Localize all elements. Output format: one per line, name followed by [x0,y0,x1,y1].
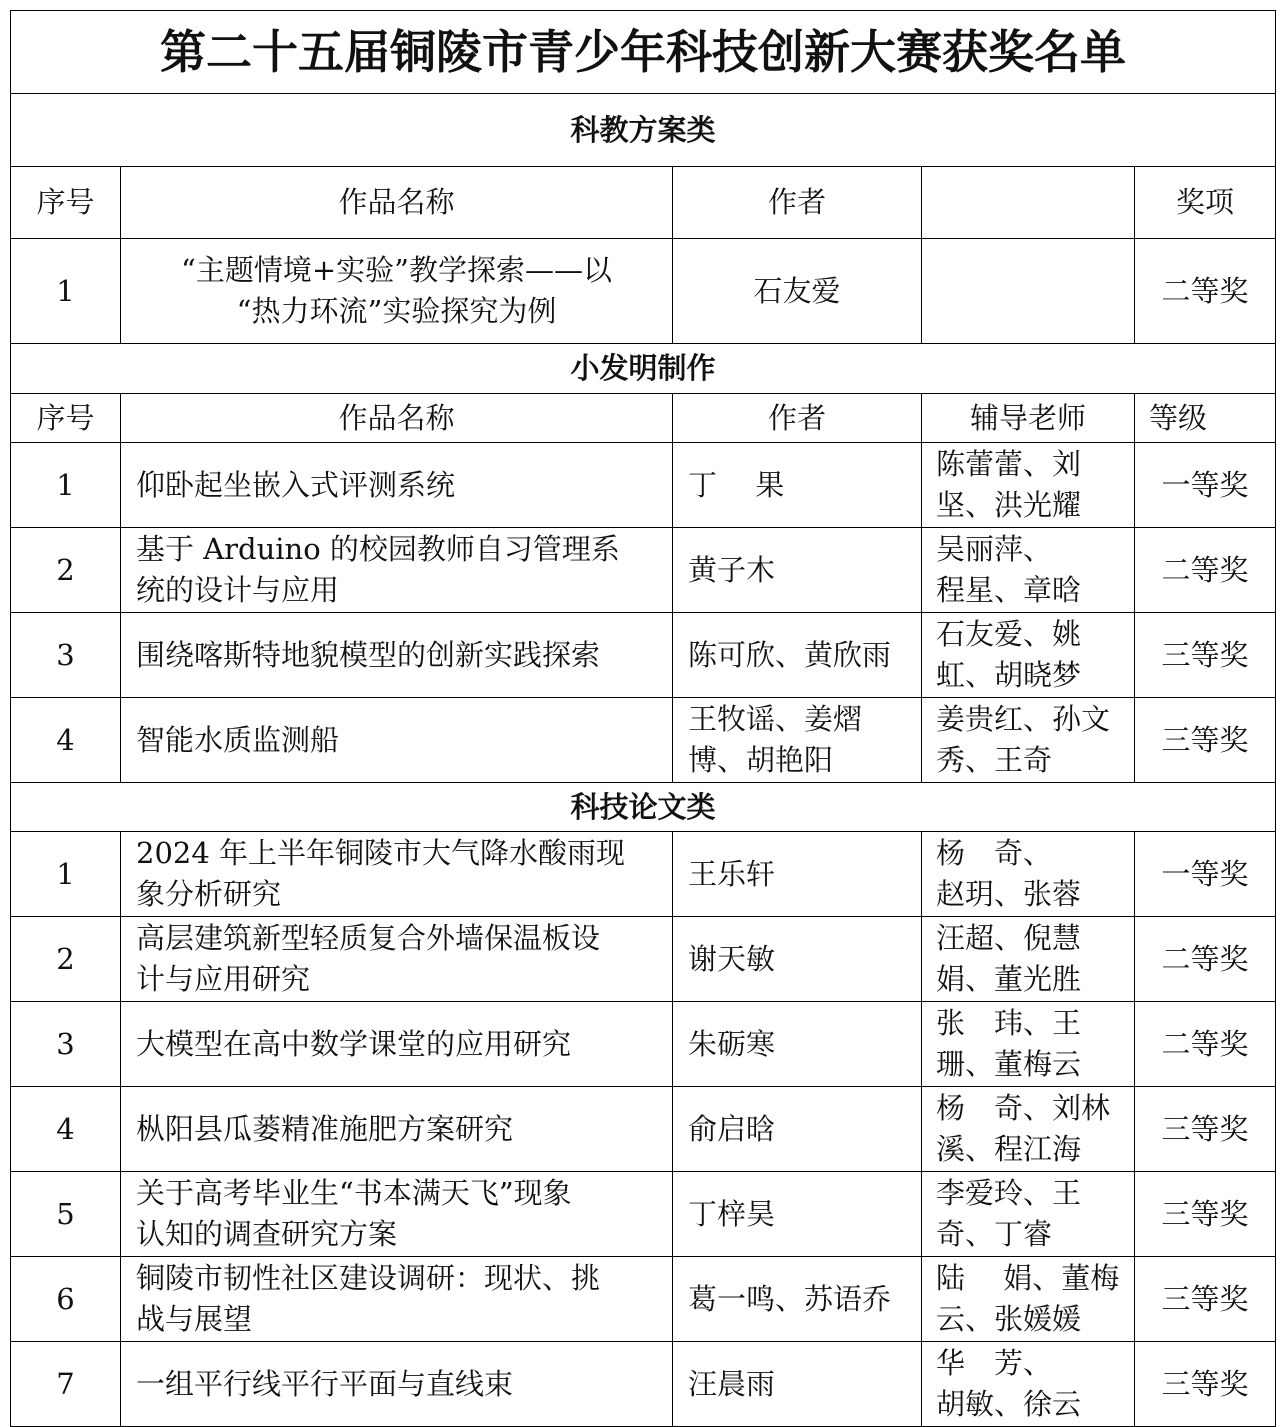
row-teacher-line: 杨 奇、刘林 [936,1091,1111,1125]
row-teacher [922,1172,1135,1257]
row-teacher-line: 奇、丁睿 [936,1217,1053,1251]
row-award: 二等奖 [1135,528,1276,613]
row-teacher-line: 李爱玲、王 [936,1176,1082,1210]
row-no: 2 [11,917,121,1002]
row-teacher-line: 陆 娟、董梅 [936,1261,1120,1295]
header-work: 作品名称 [121,167,673,239]
row-work-line: 2024 年上半年铜陵市大气降水酸雨现 [136,836,626,870]
row-no: 6 [11,1257,121,1342]
row-work-line: 围绕喀斯特地貌模型的创新实践探索 [136,637,601,672]
row-work [121,1172,673,1257]
row-author-line: 葛一鸣、苏语乔 [688,1281,892,1316]
row-author-line: 丁 果 [688,467,785,502]
table-row [11,1342,1276,1427]
row-author [673,613,922,698]
row-teacher [922,528,1135,613]
row-no: 4 [11,1087,121,1172]
row-work-line: 铜陵市韧性社区建设调研：现状、挑 [136,1261,601,1295]
section-title: 科教方案类 [11,94,1276,167]
row-teacher [922,613,1135,698]
row-teacher-line: 娟、董光胜 [936,962,1082,996]
row-work-line: 认知的调查研究方案 [136,1217,398,1251]
table-row [11,698,1276,783]
row-teacher [922,832,1135,917]
row-work [121,1002,673,1087]
row-author [673,1342,922,1427]
row-work-line: “主题情境+实验”教学探索——以 [181,253,612,287]
row-award: 二等奖 [1135,917,1276,1002]
row-award: 三等奖 [1135,1257,1276,1342]
row-award: 三等奖 [1135,1087,1276,1172]
row-award: 三等奖 [1135,1342,1276,1427]
row-work-line: 计与应用研究 [136,962,311,996]
row-work-line: 高层建筑新型轻质复合外墙保温板设 [136,921,601,955]
row-author-line: 俞启晗 [688,1111,776,1146]
row-author-line: 丁梓昊 [688,1196,776,1231]
table-row [11,1002,1276,1087]
row-no: 4 [11,698,121,783]
row-teacher-line: 溪、程江海 [936,1132,1082,1166]
row-author [673,1087,922,1172]
row-teacher-line: 姜贵红、孙文 [936,702,1111,736]
page-title: 第二十五届铜陵市青少年科技创新大赛获奖名单 [11,11,1276,94]
row-teacher [922,443,1135,528]
header-teacher: 辅导老师 [922,394,1135,443]
row-teacher [922,698,1135,783]
row-teacher [922,917,1135,1002]
header-teacher [922,167,1135,239]
row-teacher-line: 张 玮、王 [936,1006,1082,1040]
row-work [121,239,673,344]
row-work [121,443,673,528]
row-author [673,239,922,344]
row-work [121,1342,673,1427]
row-work [121,528,673,613]
row-author [673,1002,922,1087]
row-no: 5 [11,1172,121,1257]
row-teacher-line: 赵玥、张蓉 [936,877,1082,911]
row-teacher-line: 吴丽萍、 [936,532,1053,566]
row-teacher-line: 珊、董梅云 [936,1047,1082,1081]
section-title: 小发明制作 [11,344,1276,394]
row-no: 1 [11,832,121,917]
row-work [121,1087,673,1172]
table-row [11,528,1276,613]
row-author-line: 汪晨雨 [688,1366,776,1401]
row-work-line: 基于 Arduino 的校园教师自习管理系 [136,532,620,566]
row-award: 一等奖 [1135,832,1276,917]
row-teacher [922,1002,1135,1087]
row-award: 三等奖 [1135,698,1276,783]
row-work-line: 象分析研究 [136,877,282,911]
row-author-line: 谢天敏 [688,941,776,976]
row-author [673,1257,922,1342]
row-teacher [922,1087,1135,1172]
row-award: 二等奖 [1135,1002,1276,1087]
row-author-line: 王乐轩 [688,856,776,891]
row-no: 2 [11,528,121,613]
row-work-line: 一组平行线平行平面与直线束 [136,1366,514,1401]
header-author: 作者 [673,167,922,239]
row-work [121,917,673,1002]
row-teacher [922,1342,1135,1427]
row-work [121,832,673,917]
row-work-line: “热力环流”实验探究为例 [236,294,557,328]
table-row [11,1257,1276,1342]
row-award: 一等奖 [1135,443,1276,528]
row-teacher-line: 胡敏、徐云 [936,1387,1082,1421]
row-teacher-line: 程星、章晗 [936,573,1082,607]
row-teacher-line: 石友爱、姚 [936,617,1082,651]
row-author [673,1172,922,1257]
row-no: 7 [11,1342,121,1427]
row-work-line: 枞阳县瓜蒌精准施肥方案研究 [136,1111,514,1146]
row-teacher-line: 坚、洪光耀 [936,488,1082,522]
row-no: 1 [11,443,121,528]
row-work-line: 智能水质监测船 [136,722,340,757]
row-author-line: 朱砺寒 [688,1026,776,1061]
row-work-line: 仰卧起坐嵌入式评测系统 [136,467,456,502]
table-row [11,1172,1276,1257]
header-award: 奖项 [1135,167,1276,239]
header-work: 作品名称 [121,394,673,443]
row-work [121,613,673,698]
row-work [121,698,673,783]
row-award: 三等奖 [1135,1172,1276,1257]
header-author: 作者 [673,394,922,443]
row-teacher-line: 杨 奇、 [936,836,1053,870]
section-title: 科技论文类 [11,783,1276,832]
table-row [11,613,1276,698]
row-author-line: 王牧谣、姜熠 [688,702,863,736]
header-no: 序号 [11,394,121,443]
table-row [11,832,1276,917]
table-row [11,1087,1276,1172]
row-author [673,832,922,917]
table-row [11,443,1276,528]
row-author-line: 黄子木 [688,552,776,587]
row-no: 3 [11,1002,121,1087]
row-teacher-line: 华 芳、 [936,1346,1053,1380]
header-no: 序号 [11,167,121,239]
row-author-line: 石友爱 [753,273,841,308]
row-teacher [922,1257,1135,1342]
row-work-line: 统的设计与应用 [136,573,340,607]
row-work-line: 关于高考毕业生“书本满天飞”现象 [136,1176,572,1210]
row-work-line: 大模型在高中数学课堂的应用研究 [136,1026,572,1061]
row-teacher-line: 虹、胡晓梦 [936,658,1082,692]
row-award: 三等奖 [1135,613,1276,698]
row-work [121,1257,673,1342]
row-author [673,917,922,1002]
row-no: 3 [11,613,121,698]
row-author [673,443,922,528]
row-teacher-line: 陈蕾蕾、刘 [936,447,1082,481]
row-no: 1 [11,239,121,344]
row-work-line: 战与展望 [136,1302,253,1336]
table-row [11,917,1276,1002]
row-teacher-line: 云、张媛媛 [936,1302,1082,1336]
row-author [673,528,922,613]
row-author-line: 陈可欣、黄欣雨 [688,637,892,672]
row-teacher-line: 汪超、倪慧 [936,921,1082,955]
row-author-line: 博、胡艳阳 [688,743,834,777]
award-list-table [10,10,1276,1427]
row-author [673,698,922,783]
row-teacher [922,239,1135,344]
header-award: 等级 [1135,394,1276,443]
row-award: 二等奖 [1135,239,1276,344]
row-teacher-line: 秀、王奇 [936,743,1053,777]
